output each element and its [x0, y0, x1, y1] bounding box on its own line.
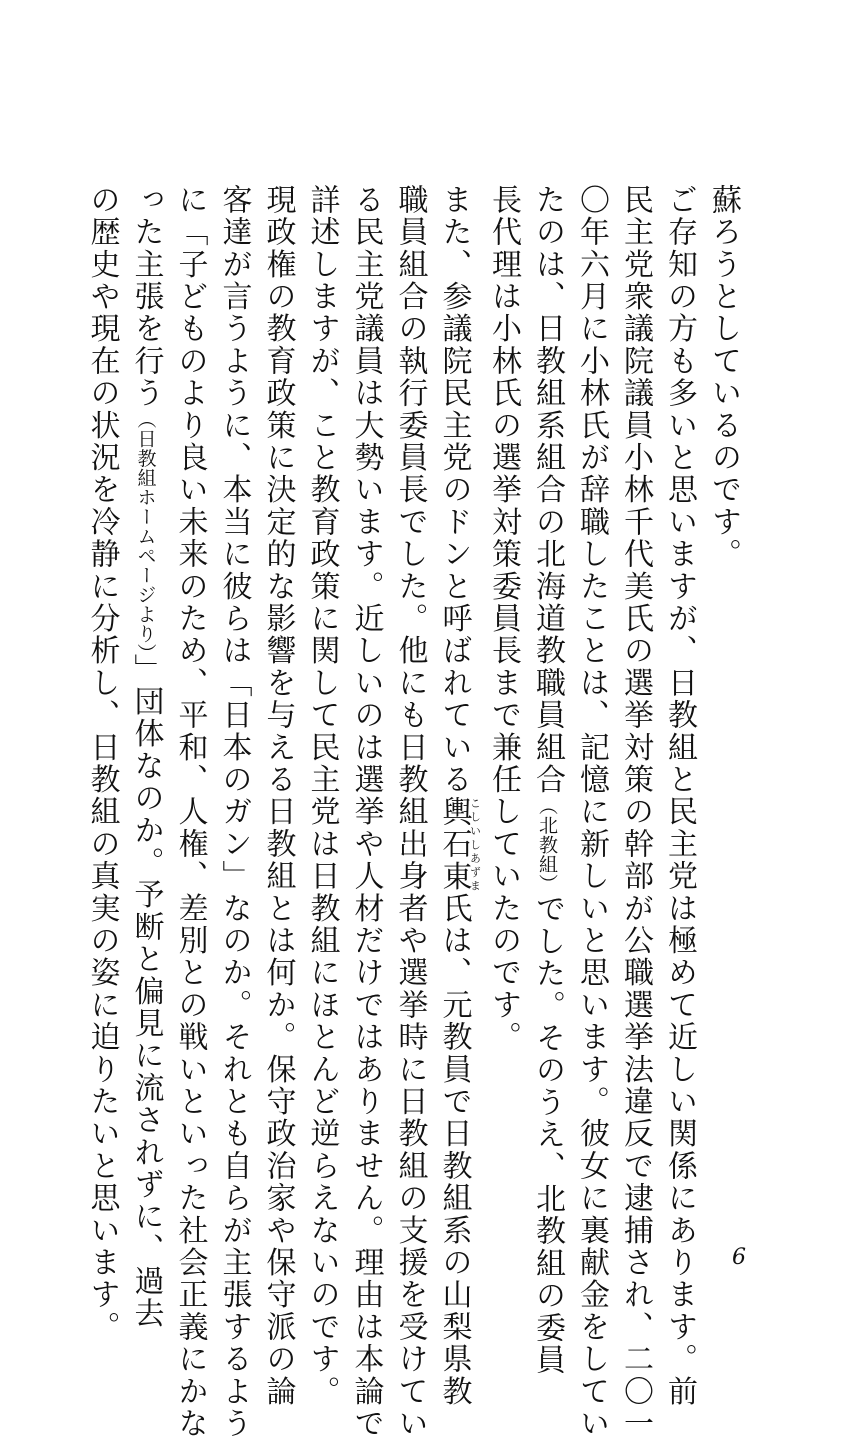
text-segment: 氏は、元教員で日教組系の山梨県教 [436, 892, 472, 1408]
ruby-reading: こしいしあずま [468, 795, 482, 893]
text-line: 職員組合の執行委員長でした。他にも日教組出身者や選挙時に日教組の支援を受けてい [392, 184, 428, 1440]
page-number: 6 [732, 1245, 746, 1270]
text-line [432, 184, 482, 1408]
text-line: の歴史や現在の状況を冷静に分析し、日教組の真実の姿に迫りたいと思います。 [84, 184, 120, 1344]
text-segment: でした。そのうえ、北教組の委員 [530, 893, 565, 1377]
text-line: 〇年六月に小林氏が辞職したことは、記憶に新しいと思います。彼女に裏献金をしてい [574, 184, 609, 1440]
parenthetical-note: （北教組） [536, 795, 558, 894]
text-segment: 」団体なのか。予断と偏見に流されずに、過去 [128, 653, 164, 1330]
text-line: に「子どものより良い未来のため、平和、人権、差別との戦いといった社会正義にかな [172, 184, 208, 1440]
text-segment: たのは、日教組系組合の北海道教職員組合 [530, 184, 565, 796]
text-line [124, 184, 168, 1330]
text-segment: また、参議院民主党のドンと呼ばれている [436, 184, 472, 796]
ruby-name [436, 795, 482, 893]
text-line: る民主党議員は大勢います。近しいのは選挙や人材だけではありません。理由は本論で [348, 184, 384, 1440]
text-line: 客達が言うように、本当に彼らは「日本のガン」なのか。それとも自らが主張するよう [216, 184, 252, 1440]
text-line: ご存知の方も多いと思いますが、日教組と民主党は極めて近しい関係にあります。前 [662, 184, 697, 1408]
body-text [80, 184, 746, 1440]
ruby-base: 輿石東 [436, 795, 472, 893]
parenthetical-note: （日教組ホームページより） [134, 409, 157, 654]
text-line: 長代理は小林氏の選挙対策委員長まで兼任していたのです。 [486, 184, 521, 1054]
text-line: 民主党衆議院議員小林千代美氏の選挙対策の幹部が公職選挙法違反で逮捕され、二〇一 [618, 184, 653, 1440]
text-line [525, 184, 569, 1377]
text-line: 現政権の教育政策に決定的な影響を与える日教組とは何か。保守政治家や保守派の論 [260, 184, 296, 1408]
text-line: 詳述しますが、こと教育政策に関して民主党は日教組にほとんど逆らえないのです。 [304, 184, 340, 1408]
text-line: 蘇ろうとしているのです。 [706, 184, 741, 571]
text-segment: った主張を行う [128, 184, 164, 410]
